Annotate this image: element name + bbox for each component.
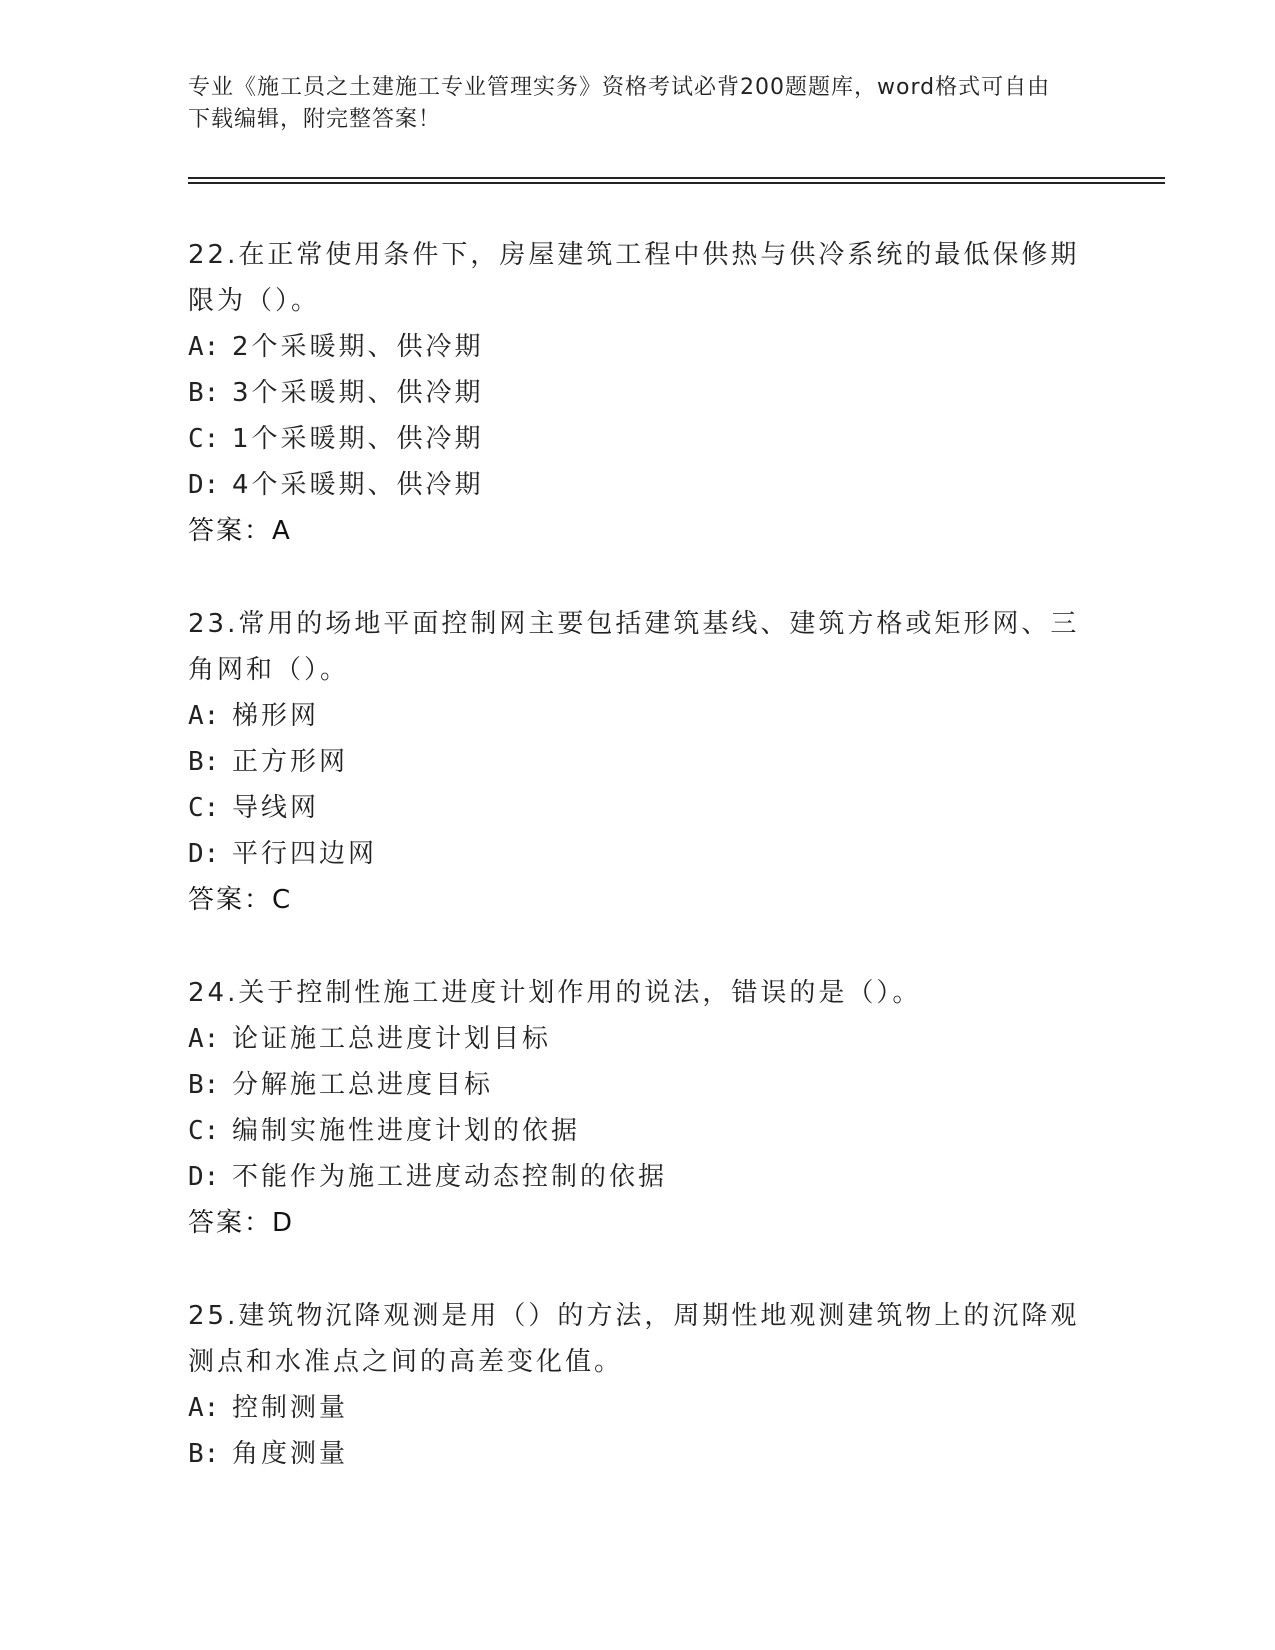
option-key: D: (188, 470, 220, 500)
question-24 (188, 970, 1088, 1246)
option-text: 2个采暖期、供冷期 (232, 332, 484, 362)
header-rule-top (188, 177, 1165, 179)
question-text: 24.关于控制性施工进度计划作用的说法，错误的是（）。 (188, 978, 922, 1008)
option-key: D: (188, 1162, 220, 1192)
option-text: 导线网 (232, 793, 320, 823)
question-text: 23.常用的场地平面控制网主要包括建筑基线、建筑方格或矩形网、三角网和（）。 (188, 609, 1080, 685)
option-key: B: (188, 1439, 220, 1469)
option-text: 梯形网 (232, 701, 320, 731)
option-key: C: (188, 424, 220, 454)
option-text: 1个采暖期、供冷期 (232, 424, 484, 454)
question-text: 25.建筑物沉降观测是用（）的方法，周期性地观测建筑物上的沉降观测点和水准点之间的高差变化值。 (188, 1301, 1080, 1377)
option-text: 3个采暖期、供冷期 (232, 378, 484, 408)
option-d (188, 1154, 1088, 1200)
option-key: B: (188, 747, 220, 777)
option-key: A: (188, 701, 220, 731)
option-a (188, 1016, 1088, 1062)
option-key: A: (188, 332, 220, 362)
option-text: 论证施工总进度计划目标 (232, 1024, 552, 1054)
option-a (188, 1385, 1088, 1431)
answer: 答案：A (188, 516, 292, 546)
question-text: 22.在正常使用条件下，房屋建筑工程中供热与供冷系统的最低保修期限为（）。 (188, 240, 1080, 316)
option-b (188, 1431, 1088, 1477)
question-list (188, 232, 1088, 1524)
question-25 (188, 1293, 1088, 1477)
option-a (188, 693, 1088, 739)
answer: 答案：C (188, 885, 293, 915)
option-text: 控制测量 (232, 1393, 349, 1423)
option-key: B: (188, 378, 220, 408)
document-header: 专业《施工员之土建施工专业管理实务》资格考试必背200题题库，word格式可自由下载编辑，附完整答案！ (188, 75, 1051, 132)
option-key: D: (188, 839, 220, 869)
option-b (188, 370, 1088, 416)
option-c (188, 416, 1088, 462)
option-key: C: (188, 1116, 220, 1146)
option-d (188, 831, 1088, 877)
question-22 (188, 232, 1088, 554)
option-text: 编制实施性进度计划的依据 (232, 1116, 581, 1146)
option-text: 4个采暖期、供冷期 (232, 470, 484, 500)
option-text: 角度测量 (232, 1439, 349, 1469)
question-23 (188, 601, 1088, 923)
answer: 答案：D (188, 1208, 295, 1238)
option-b (188, 1062, 1088, 1108)
option-c (188, 785, 1088, 831)
option-key: C: (188, 793, 220, 823)
option-text: 分解施工总进度目标 (232, 1070, 494, 1100)
option-d (188, 462, 1088, 508)
option-b (188, 739, 1088, 785)
option-c (188, 1108, 1088, 1154)
option-key: A: (188, 1024, 220, 1054)
option-a (188, 324, 1088, 370)
option-text: 不能作为施工进度动态控制的依据 (232, 1162, 668, 1192)
option-key: B: (188, 1070, 220, 1100)
option-text: 平行四边网 (232, 839, 378, 869)
header-rule-bottom (188, 182, 1165, 184)
option-text: 正方形网 (232, 747, 349, 777)
option-key: A: (188, 1393, 220, 1423)
